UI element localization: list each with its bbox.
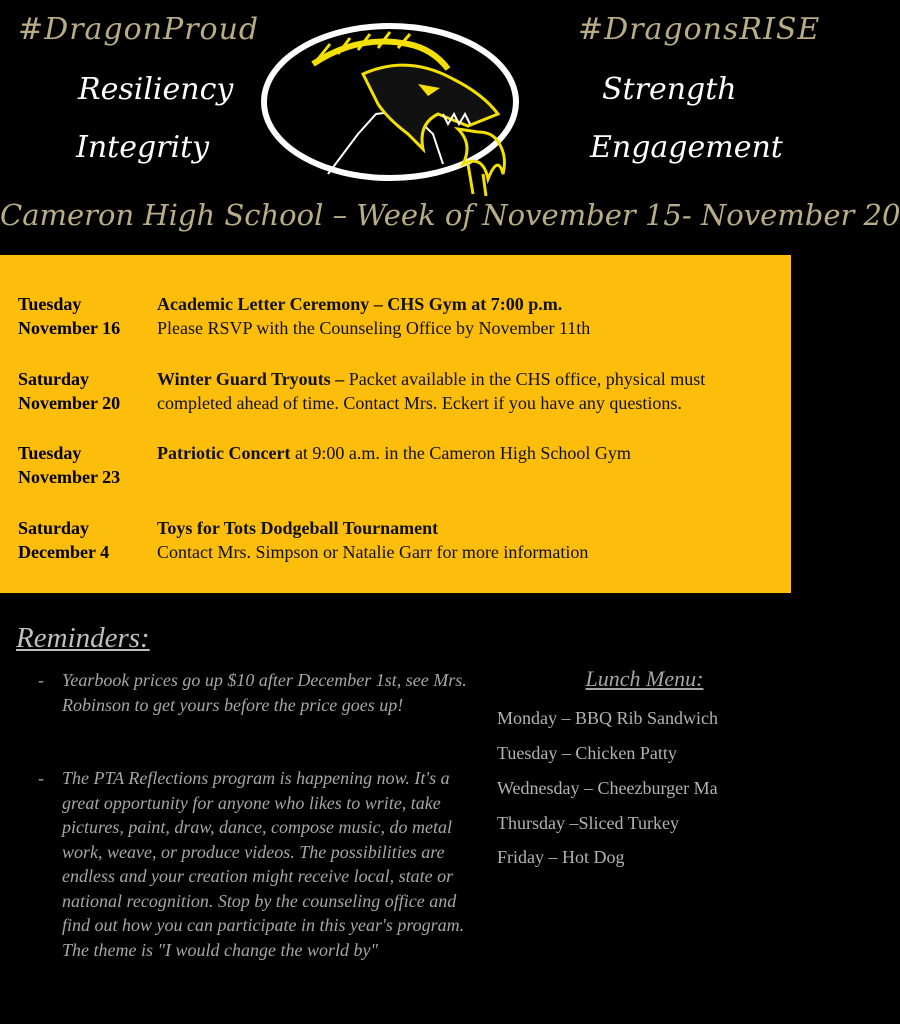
event-title: Patriotic Concert	[157, 443, 291, 463]
event-date	[18, 441, 158, 489]
event-title: Toys for Tots Dodgeball Tournament	[157, 518, 439, 538]
reminder-text: The PTA Reflections program is happening now. It's a great opportunity for anyone who likes to write, take pictures, paint, draw, dance, compose music, do metal work, weave, or produce videos. The possibilities are endless and your creation might receive local, state or national recognition. Stop by the counseling office and find out how you can participate in this year's program. The theme is "I would change the world by"	[62, 768, 465, 960]
event-description	[157, 367, 777, 415]
event-date	[18, 516, 158, 564]
dragon-head-logo-icon	[258, 14, 528, 199]
lunch-item: Thursday –Sliced Turkey	[497, 813, 679, 833]
value-strength: Strength	[602, 72, 737, 107]
event-day: Saturday	[18, 369, 90, 389]
event-date-text: November 23	[18, 467, 121, 487]
event-day: Tuesday	[18, 294, 82, 314]
event-detail: at 9:00 a.m. in the Cameron High School Gym	[290, 443, 631, 463]
bullet-dash: -	[38, 768, 44, 788]
reminder-text: Yearbook prices go up $10 after December 1st, see Mrs. Robinson to get yours before the price goes up!	[62, 670, 467, 715]
event-date-text: December 4	[18, 542, 110, 562]
event-description	[157, 292, 777, 340]
event-detail: Please RSVP with the Counseling Office by November 11th	[157, 318, 591, 338]
week-subtitle: Cameron High School – Week of November 15- November 20	[0, 198, 900, 232]
bullet-dash: -	[38, 670, 44, 690]
lunch-menu-heading: Lunch Menu:	[585, 666, 704, 691]
event-detail: Contact Mrs. Simpson or Natalie Garr for more information	[157, 542, 589, 562]
lunch-item: Wednesday – Cheezburger Ma	[497, 778, 718, 798]
event-detail: Packet available in the CHS office, physical must completed ahead of time. Contact Mrs. Eckert if you have any questions.	[157, 369, 706, 413]
event-date-text: November 16	[18, 318, 121, 338]
event-date-text: November 20	[18, 393, 121, 413]
lunch-item: Friday – Hot Dog	[497, 847, 625, 867]
value-resiliency: Resiliency	[78, 72, 234, 107]
event-date	[18, 292, 158, 340]
lunch-item: Tuesday – Chicken Patty	[497, 743, 677, 763]
event-title: Academic Letter Ceremony – CHS Gym at 7:00 p.m.	[157, 294, 563, 314]
event-day: Tuesday	[18, 443, 82, 463]
event-date	[18, 367, 158, 415]
event-description	[157, 441, 777, 465]
hashtag-left: #DragonProud	[18, 12, 260, 47]
value-integrity: Integrity	[76, 130, 210, 165]
hashtag-right: #DragonsRISE	[578, 12, 821, 47]
event-description	[157, 516, 777, 564]
event-title: Winter Guard Tryouts –	[157, 369, 345, 389]
header-banner	[0, 0, 900, 255]
reminders-heading: Reminders:	[16, 622, 150, 654]
value-engagement: Engagement	[590, 130, 783, 165]
event-day: Saturday	[18, 518, 90, 538]
lunch-item: Monday – BBQ Rib Sandwich	[497, 708, 719, 728]
